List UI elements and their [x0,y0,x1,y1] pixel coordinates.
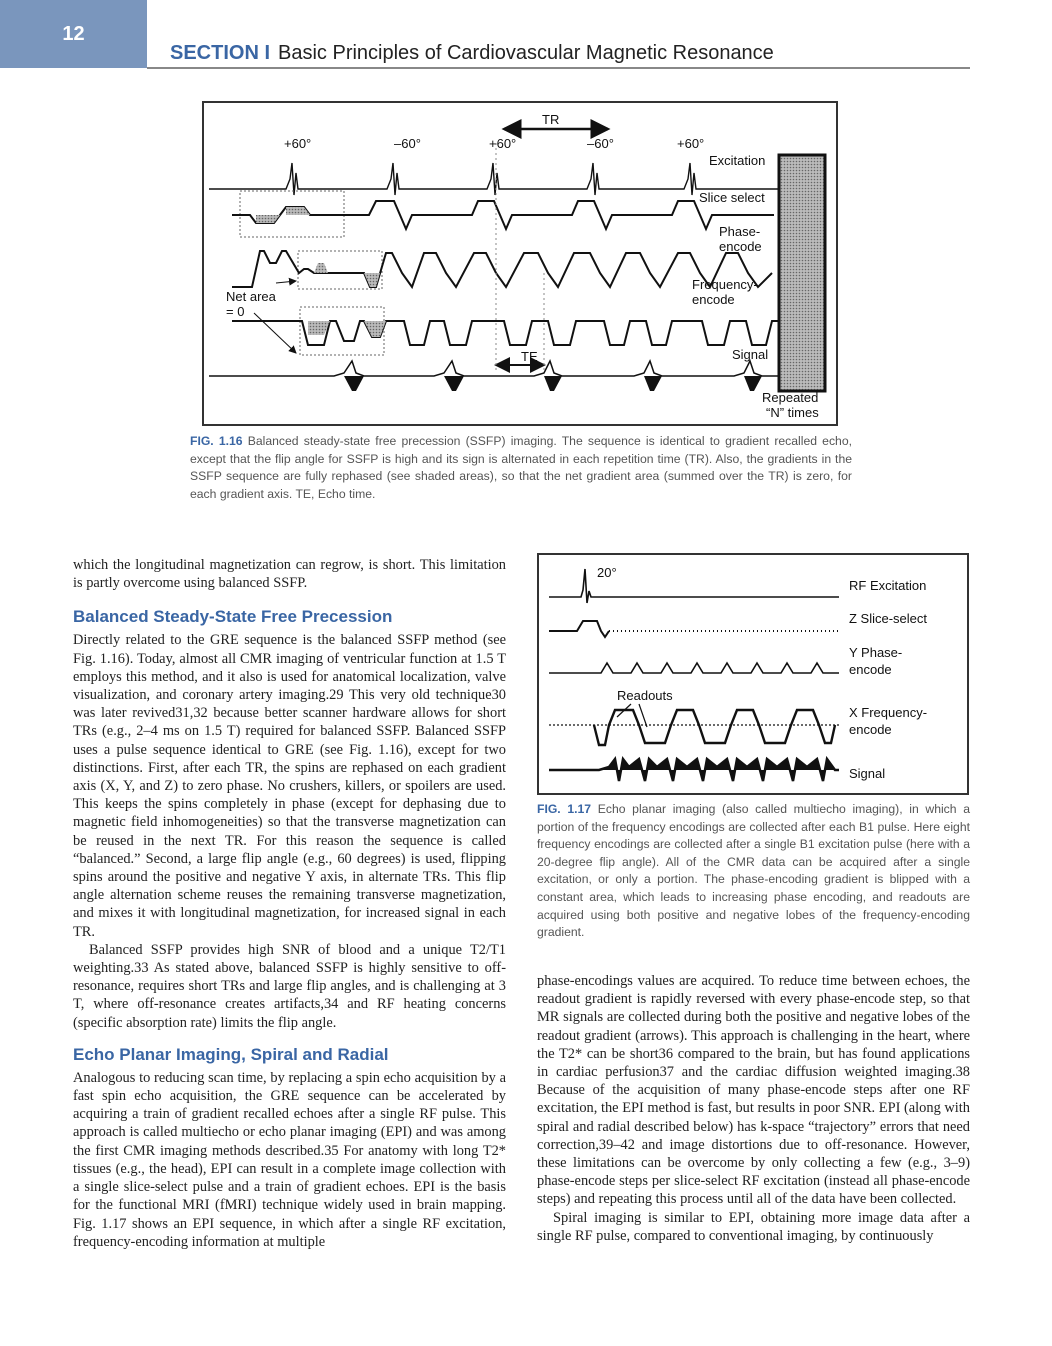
signal-waveform [549,759,839,781]
epi-diagram [539,555,967,793]
angle-label: –60° [587,136,614,151]
angle-label: –60° [394,136,421,151]
net-area-label: Net area [226,289,276,304]
signal-label: Signal [849,766,886,781]
readouts-label: Readouts [617,688,673,703]
figure-1-16-caption [190,433,852,503]
angle-label: +60° [677,136,705,151]
slice-select-label: Slice select [699,190,765,205]
x-label: encode [849,722,892,737]
signal-waveform [209,361,779,376]
rf-waveform [209,163,779,195]
frequency-encode-label: Frequency- [692,277,758,292]
angle-label: +60° [489,136,517,151]
figure-1-17 [537,553,969,795]
phase-encode-waveform [232,251,772,287]
paragraph: which the longitudinal magnetization can regrow, is short. This limitation is partly overcome using balanced SSFP. [73,557,506,592]
frequency-encode-label: encode [692,292,735,307]
ssfp-diagram [204,103,836,424]
figure-1-16 [202,101,838,426]
angle-label: 20° [597,565,617,580]
te-label: TE [521,349,538,364]
section-label: SECTION I [170,42,271,64]
slice-select-waveform [232,201,774,229]
header-title: Basic Principles of Cardiovascular Magnetic Resonance [278,42,774,64]
angle-label: +60° [284,136,312,151]
caption-label: FIG. 1.16 [190,434,243,448]
tr-label: TR [542,112,560,127]
caption-text: Echo planar imaging (also called multiecho imaging), in which a portion of the frequency encodings are collected after each B1 pulse. Here eight frequency encodings are collected after a single B1 excitation pulse (here with a 20-degree flip angle). All of the CMR data can be acquired after a single excitation, or only a portion. The phase-encoding gradient is blipped with a constant area, which leads to increasing phase encoding, and readouts are acquired using both positive and negative lobes of the frequency-encoding gradient. [537,802,970,940]
excitation-label: Excitation [709,153,766,168]
frequency-encode-waveform [594,710,835,745]
left-column [73,556,506,1251]
figure-1-17-caption [537,801,970,942]
net-area-label: = 0 [226,304,245,319]
repeated-label: “N” times [766,405,819,420]
paragraph: Directly related to the GRE sequence is the balanced SSFP method (see Fig. 1.16). Today, almost all CMR imaging of ventricular function at 1.5 T employs this method, and it also is used for anatomical localization, valve visualization, and coronary artery imaging.29 This very old technique30 was later revived31,32 because better scanner hardware allows for short TRs (e.g., 2–4 ms on 1.5 T) required for balanced SSFP. Balanced SSFP uses a pulse sequence identical to GRE (see Fig. 1.16), except for two distinctions. First, after each TR, the spins are rephased on each gradient axis (X, Y, and Z) to zero phase. No crushers, killers, or spoilers are used. This keeps the spins completely in phase (except for dephasing due to magnetic field inhomogeneities) so that the transverse magnetization can be reused in the next TR. For this reason the sequence is called “balanced.” Second, a large flip angle (e.g., 60 degrees) is used, flipping spins around the positive and negative Y axis, in alternate TRs. This flip angle alternation scheme reuses the remaining transverse magnetization, and mixes it with longitudinal magnetization, for increased signal in each TR. [73,632,506,940]
phase-encode-label: encode [719,239,762,254]
repeated-block [779,155,825,391]
caption-text: Balanced steady-state free precession (SSFP) imaging. The sequence is identical to gradient recalled echo, except that the flip angle for SSFP is high and its sign is alternated in each repetition time (TR). Also, the gradients in the SSFP sequence are fully rephased (see shaded areas), so that the net gradient area (summed over the TR) is zero, for each gradient axis. TE, Echo time. [190,434,852,501]
y-label: Y Phase- [849,645,903,660]
phase-encode-label: Phase- [719,224,761,239]
paragraph: Analogous to reducing scan time, by replacing a spin echo acquisition by a fast spin echo acquisition, the GRE sequence can be accelerated by acquiring a train of gradient recalled echoes after a single RF pulse. This approach is called multiecho or echo planar imaging (EPI) and was among the first CMR imaging methods described.35 For anatomy with long T2* tissues (e.g., the head), EPI can result in a complete image collection with a single slice-select pulse and a train of gradient echoes. EPI is the basis for the functional MRI (fMRI) technique widely used in brain mapping. Fig. 1.17 shows an EPI sequence, in which after a single RF excitation, frequency-encoding information at multiple [73,1069,506,1250]
x-label: X Frequency- [849,705,928,720]
header-rule [147,67,970,69]
page-number: 12 [0,0,147,68]
repeated-label: Repeated [762,390,819,405]
signal-label: Signal [732,347,769,362]
y-label: encode [849,662,892,677]
paragraph: phase-encodings values are acquired. To reduce time between echoes, the readout gradient is rapidly reversed with every phase-encode step, so that MR signals are collected during both the positive and negative lobes of the readout gradient (arrows). This approach is challenging in the heart, where the T2* can be short36 compared to the brain, but has found applications in cardiac perfusion37 and the cardiac diffusion weighted imaging.38 Because of the acquisition of many phase-encode steps after one RF excitation, the EPI method is fast, but results in poor SNR. EPI (along with spiral and radial described below) has k-space “trajectory” errors that need correction,39–42 and image distortions due to off-resonance. However, these limitations can be overcome by only collecting a few (e.g., 3–9) phase-encode steps per slice-select RF excitation (instead all phase-encode steps) and repeating this process until all of the data have been collected. [537,973,970,1208]
section-heading: Balanced Steady-State Free Precession [73,607,393,627]
caption-label: FIG. 1.17 [537,802,592,816]
paragraph: Balanced SSFP provides high SNR of blood and a unique T2/T1 weighting.33 As stated above, balanced SSFP is highly sensitive to off-resonance, requires short TRs and large flip angles, and is challenging at 3 T, where off-resonance creates artifacts,34 and RF heating concerns (specific absorption rate) limits the flip angle. [73,941,506,1031]
rf-waveform [549,569,839,603]
running-header [170,42,774,65]
section-heading: Echo Planar Imaging, Spiral and Radial [73,1044,389,1064]
phase-encode-waveform [549,663,839,673]
rf-label: RF Excitation [849,578,927,593]
z-label: Z Slice-select [849,611,928,626]
right-column [537,972,970,1245]
paragraph: Spiral imaging is similar to EPI, obtaining more image data after a single RF pulse, compared to conventional imaging, by continuously [537,1209,970,1244]
